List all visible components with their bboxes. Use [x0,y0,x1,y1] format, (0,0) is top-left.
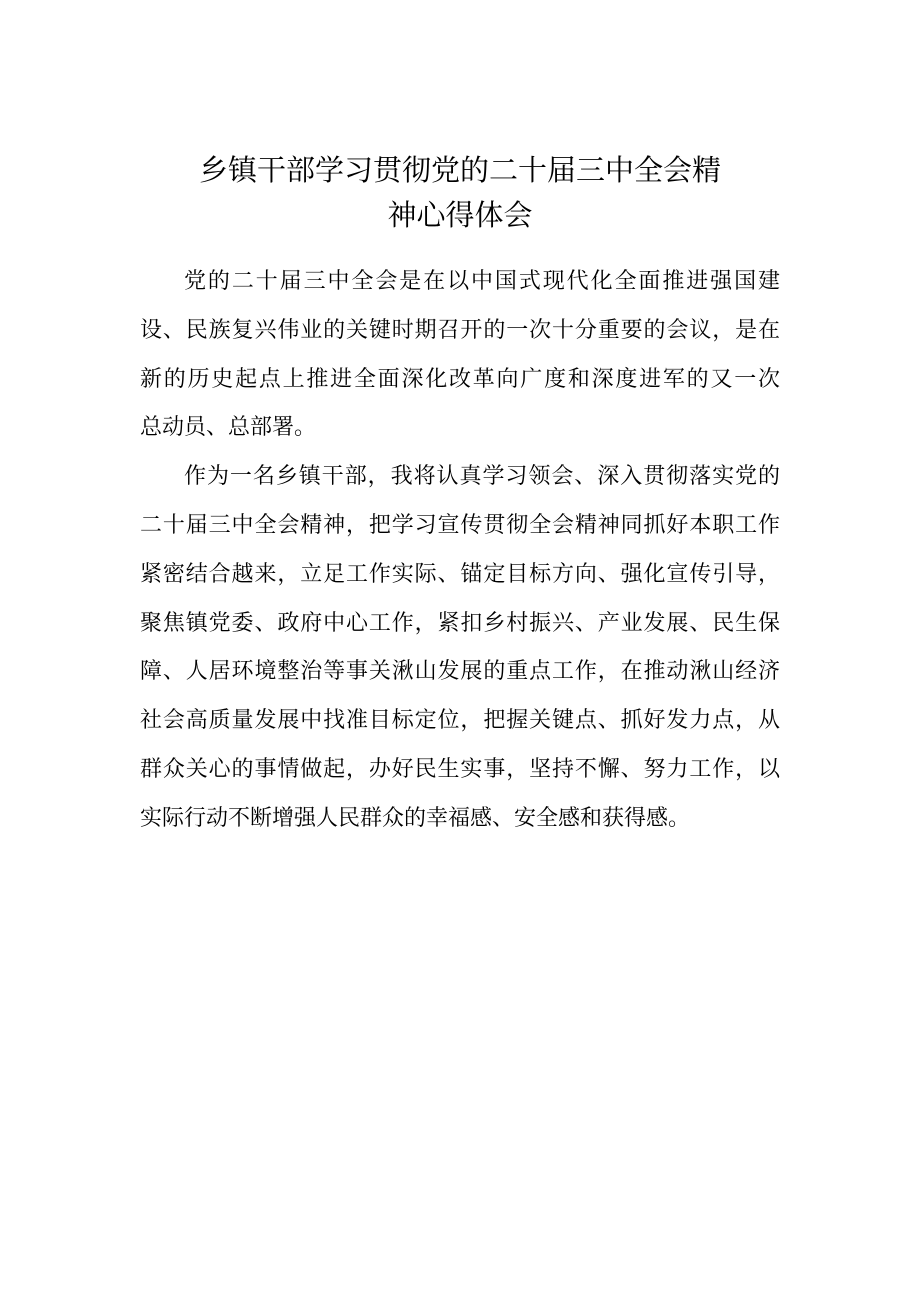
paragraph-line: 社会高质量发展中找准目标定位，把握关键点、抓好发力点，从 [140,708,780,734]
paragraph-line: 紧密结合越来，立足工作实际、锚定目标方向、强化宣传引导， [140,561,780,587]
document-title [140,148,780,238]
paragraph-line: 设、民族复兴伟业的关键时期召开的一次十分重要的会议，是在 [140,317,780,343]
paragraph-line: 实际行动不断增强人民群众的幸福感、安全感和获得感。 [140,805,691,831]
paragraph-line: 作为一名乡镇干部，我将认真学习领会、深入贯彻落实党的 [184,464,780,490]
paragraph-line: 新的历史起点上推进全面深化改革向广度和深度进军的又一次 [140,366,780,392]
paragraph-line: 党的二十届三中全会是在以中国式现代化全面推进强国建 [184,269,780,294]
paragraph-line: 群众关心的事情做起，办好民生实事，坚持不懈、努力工作，以 [140,756,780,782]
paragraph-2 [140,453,780,843]
document-body [140,258,780,844]
paragraph-line: 障、人居环境整治等事关湫山发展的重点工作，在推动湫山经济 [140,659,780,685]
paragraph-line: 总动员、总部署。 [140,415,317,441]
title-line-2: 神心得体会 [387,198,533,232]
paragraph-line: 二十届三中全会精神，把学习宣传贯彻全会精神同抓好本职工作 [140,512,780,538]
title-line-1: 乡镇干部学习贯彻党的二十届三中全会精 [198,153,721,187]
paragraph-line: 聚焦镇党委、政府中心工作，紧扣乡村振兴、产业发展、民生保 [140,610,780,636]
paragraph-1 [140,258,780,453]
